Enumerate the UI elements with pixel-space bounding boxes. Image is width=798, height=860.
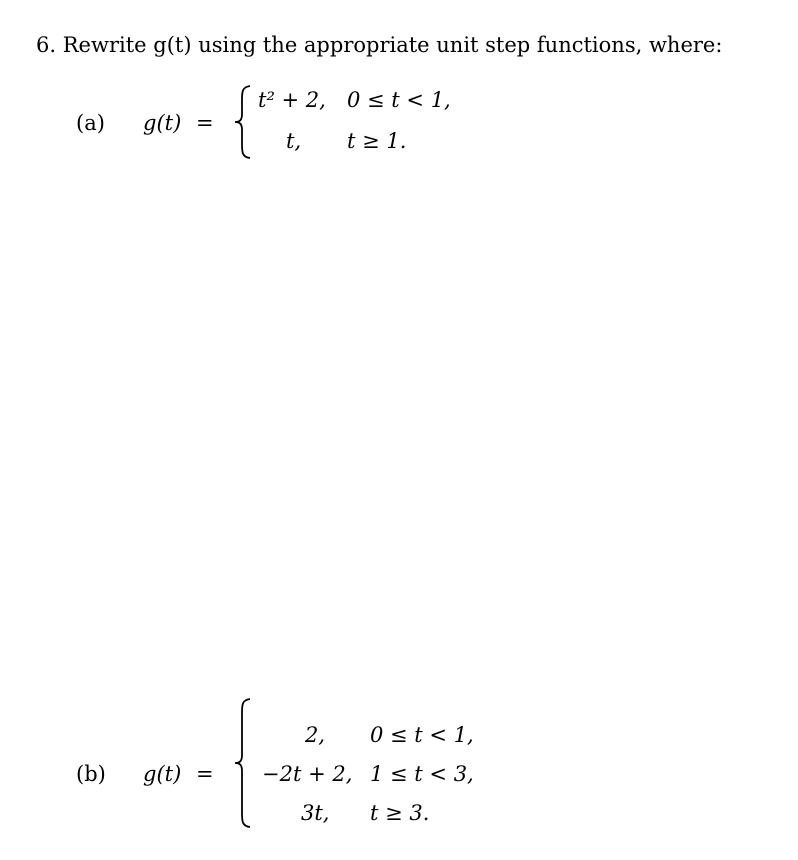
part-a-equals: = — [196, 111, 214, 135]
part-b-case-1-cond: 0 ≤ t < 1, — [370, 723, 474, 747]
part-a-case-1-cond: 0 ≤ t < 1, — [347, 88, 451, 112]
part-b-case-2-expr: −2t + 2, — [262, 762, 353, 786]
part-b-case-3-expr: 3t, — [301, 801, 330, 825]
problem-number: 6. — [36, 33, 57, 57]
part-a-lhs: g(t) — [143, 111, 182, 135]
part-b-brace — [232, 697, 254, 829]
part-a-case-2-expr: t, — [286, 129, 302, 153]
part-a-case-1-expr: t² + 2, — [258, 88, 326, 112]
part-a-case-2-cond: t ≥ 1. — [347, 129, 407, 153]
problem-statement — [36, 33, 722, 57]
problem-text: Rewrite g(t) using the appropriate unit step functions, where: — [62, 33, 723, 57]
part-b-equals: = — [196, 762, 214, 786]
part-a-brace — [232, 84, 254, 160]
part-b-label: (b) — [76, 762, 106, 786]
part-b-case-1-expr: 2, — [305, 723, 326, 747]
part-b-case-2-cond: 1 ≤ t < 3, — [370, 762, 474, 786]
part-a-label: (a) — [76, 111, 105, 135]
part-b-case-3-cond: t ≥ 3. — [370, 801, 430, 825]
part-b-lhs: g(t) — [143, 762, 182, 786]
